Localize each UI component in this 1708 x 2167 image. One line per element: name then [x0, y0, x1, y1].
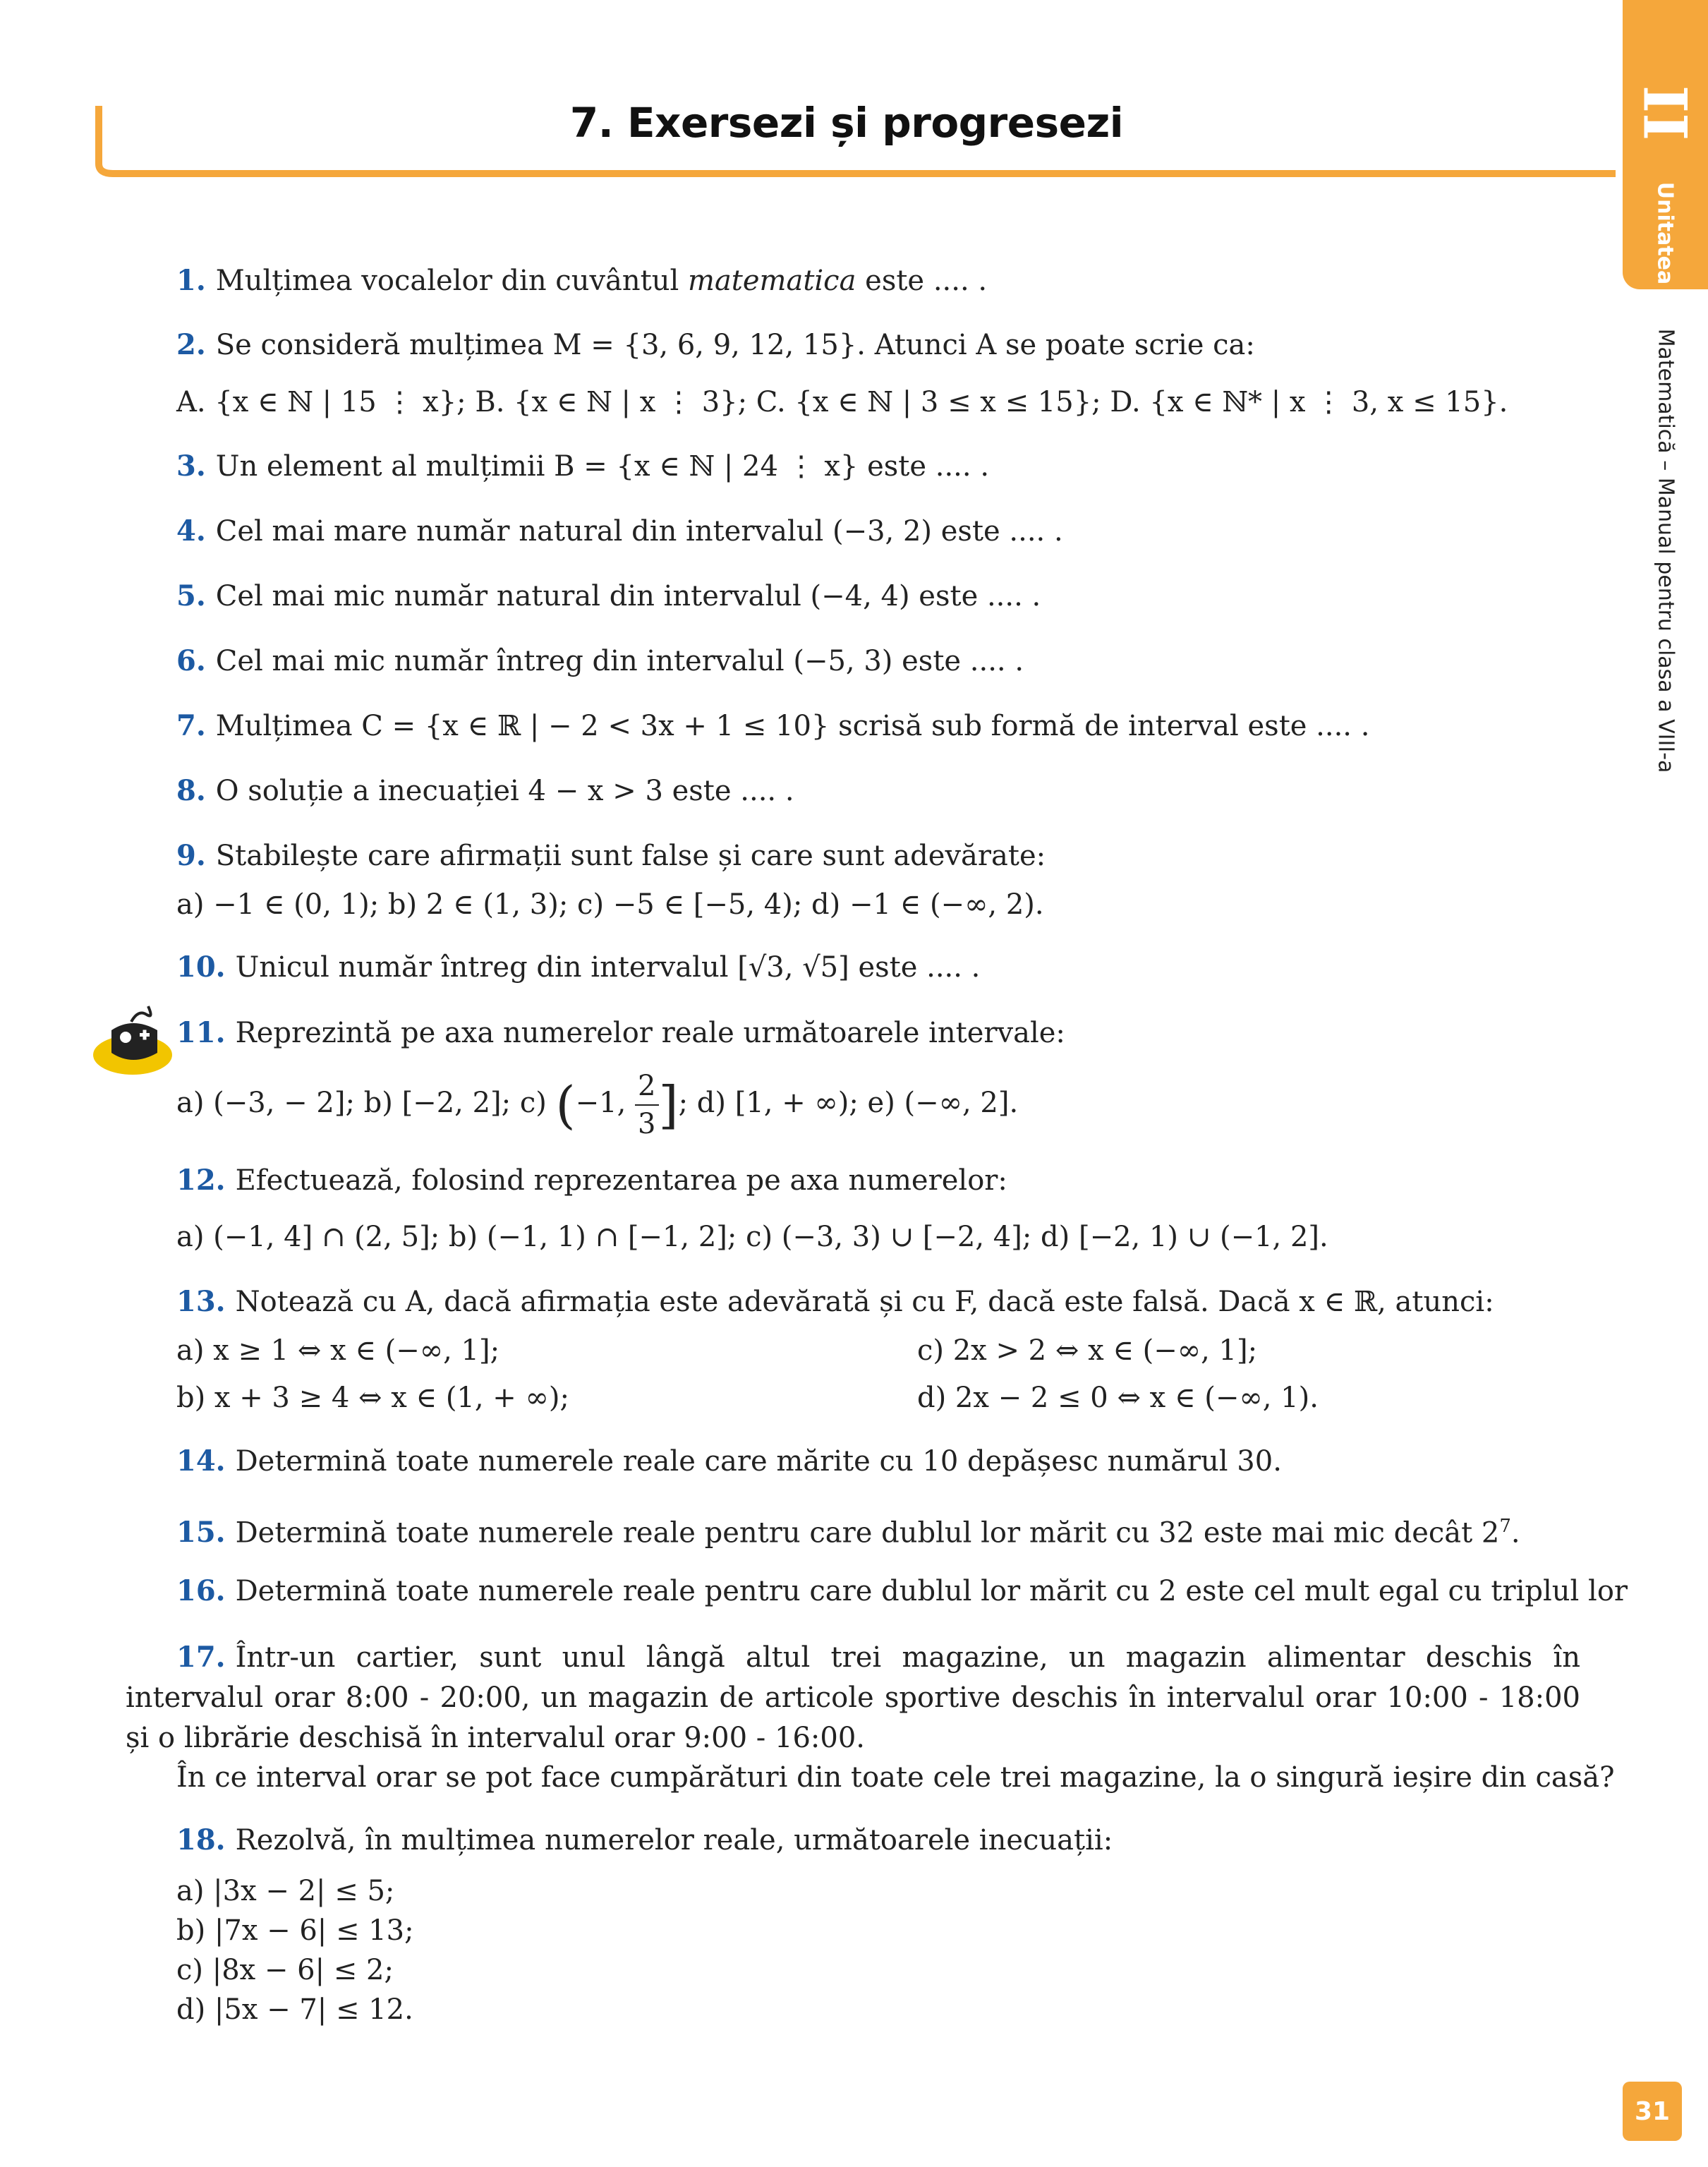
exercise-17-question: În ce interval orar se pot face cumpărături din toate cele trei magazine, la o singură ieșire din casă?	[176, 1761, 1615, 1794]
exercise-12	[176, 1161, 1007, 1200]
exercise-8	[176, 771, 794, 811]
exercise-number: 5.	[176, 579, 206, 612]
exercise-text: Cel mai mare număr natural din intervalul (−3, 2) este .... .	[215, 515, 1063, 548]
exercise-text: Rezolvă, în mulțimea numerelor reale, următoarele inecuații:	[235, 1824, 1113, 1857]
exercise-text: Unicul număr întreg din intervalul [√3, √5] este .... .	[235, 951, 981, 984]
exercise-number: 14.	[176, 1444, 226, 1478]
exercise-4	[176, 512, 1063, 551]
exercise-15	[176, 1507, 1520, 1552]
exercise-text: Determină toate numerele reale care mărite cu 10 depășesc numărul 30.	[235, 1445, 1282, 1478]
exercise-number: 4.	[176, 514, 206, 548]
close-bracket: ]	[658, 1075, 679, 1135]
exercise-13-b: b) x + 3 ≥ 4 ⇔ x ∈ (1, + ∞);	[176, 1382, 569, 1414]
exercise-13	[176, 1282, 1494, 1322]
exercise-number: 10.	[176, 950, 226, 984]
exercise-number: 6.	[176, 644, 206, 677]
exercise-18-c: c) |8x − 6| ≤ 2;	[176, 1954, 394, 1986]
exercise-6	[176, 641, 1024, 681]
exercise-text: .	[1510, 1516, 1520, 1550]
exercise-text: Cel mai mic număr natural din intervalul (−4, 4) este .... .	[215, 580, 1041, 612]
exercise-text: Determină toate numerele reale pentru care dublul lor mărit cu 2 este cel mult egal cu triplul lor	[235, 1575, 1628, 1607]
fraction-two-thirds: $\frac{2}{3}$	[635, 1072, 658, 1138]
exercise-7	[176, 706, 1369, 746]
exercise-number: 8.	[176, 774, 206, 807]
exercise-1	[176, 261, 987, 301]
page-header	[0, 0, 1693, 183]
exercise-16	[176, 1571, 1628, 1611]
exercise-number: 16.	[176, 1574, 226, 1607]
exercise-text: Stabilește care afirmații sunt false și care sunt adevărate:	[215, 840, 1046, 872]
page-title: 7. Exersezi și progresezi	[569, 99, 1124, 147]
exponent: 7	[1499, 1516, 1511, 1537]
exercise-11	[176, 1013, 1065, 1053]
exercise-text: Într-un cartier, sunt unul lângă altul trei magazine, un magazin alimentar deschis în intervalul orar 8:00 - 20:00, un magazin de articole sportive deschis în intervalul orar 10:00 - 18:00 și o librărie deschisă în intervalul orar 9:00 - 16:00.	[126, 1641, 1580, 1754]
exercise-9	[176, 836, 1046, 876]
exercise-18-a: a) |3x − 2| ≤ 5;	[176, 1875, 395, 1907]
unit-numeral: II	[1630, 85, 1700, 141]
exercise-text: Efectuează, folosind reprezentarea pe axa numerelor:	[235, 1164, 1007, 1197]
exercise-number: 3.	[176, 449, 206, 483]
exercise-18-b: b) |7x − 6| ≤ 13;	[176, 1914, 414, 1947]
exercise-12-items: a) (−1, 4] ∩ (2, 5]; b) (−1, 1) ∩ [−1, 2]; c) (−3, 3) ∪ [−2, 4]; d) [−2, 1) ∪ (−1, 2].	[176, 1221, 1328, 1253]
exercise-11-items	[176, 1064, 1018, 1144]
header-frame	[0, 0, 1623, 183]
game-controller-icon	[90, 1002, 175, 1080]
unit-label: Unitatea	[1652, 181, 1678, 284]
exercise-13-a: a) x ≥ 1 ⇔ x ∈ (−∞, 1];	[176, 1334, 500, 1367]
exercise-18-d: d) |5x − 7| ≤ 12.	[176, 1993, 413, 2026]
exercise-number: 15.	[176, 1516, 226, 1550]
exercise-number: 18.	[176, 1823, 226, 1857]
exercise-text: Un element al mulțimii B = {x ∈ ℕ | 24 ⋮ x} este .... .	[215, 450, 990, 483]
exercise-number: 7.	[176, 709, 206, 742]
exercise-18	[176, 1821, 1113, 1860]
exercise-10	[176, 948, 980, 987]
items-text: a) (−3, − 2]; b) [−2, 2]; c)	[176, 1087, 556, 1119]
interval-left: −1,	[575, 1087, 636, 1119]
book-title-side: Matematică – Manual pentru clasa a VIII-a	[1653, 328, 1678, 773]
exercise-number: 13.	[176, 1285, 226, 1318]
exercise-text: este .... .	[856, 265, 988, 297]
exercise-2-options: A. {x ∈ ℕ | 15 ⋮ x}; B. {x ∈ ℕ | x ⋮ 3}; C. {x ∈ ℕ | 3 ≤ x ≤ 15}; D. {x ∈ ℕ* | x ⋮ 3, x ≤ 15}.	[176, 386, 1508, 418]
exercise-text: Se consideră mulțimea M = {3, 6, 9, 12, 15}. Atunci A se poate scrie ca:	[215, 329, 1255, 361]
items-text: ; d) [1, + ∞); e) (−∞, 2].	[678, 1087, 1019, 1119]
open-paren: (	[555, 1075, 576, 1135]
exercise-number: 1.	[176, 264, 206, 297]
exercise-2	[176, 325, 1255, 365]
exercise-17	[126, 1637, 1580, 1758]
exercise-13-c: c) 2x > 2 ⇔ x ∈ (−∞, 1];	[917, 1334, 1258, 1367]
exercise-number: 11.	[176, 1016, 226, 1049]
exercise-text: Mulțimea vocalelor din cuvântul	[215, 265, 689, 297]
exercise-word: matematica	[688, 265, 856, 297]
exercise-9-items: a) −1 ∈ (0, 1); b) 2 ∈ (1, 3); c) −5 ∈ [−5, 4); d) −1 ∈ (−∞, 2).	[176, 888, 1044, 921]
exercise-text: Mulțimea C = {x ∈ ℝ | − 2 < 3x + 1 ≤ 10} scrisă sub formă de interval este .... .	[215, 710, 1370, 742]
exercise-text: Notează cu A, dacă afirmația este adevărată și cu F, dacă este falsă. Dacă x ∈ ℝ, atunci:	[235, 1286, 1494, 1318]
exercise-text: Cel mai mic număr întreg din intervalul (−5, 3) este .... .	[215, 645, 1024, 677]
exercise-text: Reprezintă pe axa numerelor reale următoarele intervale:	[235, 1017, 1065, 1049]
exercise-13-d: d) 2x − 2 ≤ 0 ⇔ x ∈ (−∞, 1).	[917, 1382, 1319, 1414]
exercise-text: O soluție a inecuației 4 − x > 3 este .... .	[215, 775, 794, 807]
exercise-14	[176, 1442, 1282, 1481]
exercise-3	[176, 447, 989, 486]
page-number: 31	[1623, 2082, 1682, 2141]
exercise-number: 9.	[176, 839, 206, 872]
exercise-number: 17.	[176, 1641, 226, 1674]
exercise-text: Determină toate numerele reale pentru care dublul lor mărit cu 32 este mai mic decât 2	[235, 1516, 1500, 1550]
exercise-5	[176, 577, 1041, 616]
exercise-number: 12.	[176, 1164, 226, 1197]
exercise-number: 2.	[176, 328, 206, 361]
